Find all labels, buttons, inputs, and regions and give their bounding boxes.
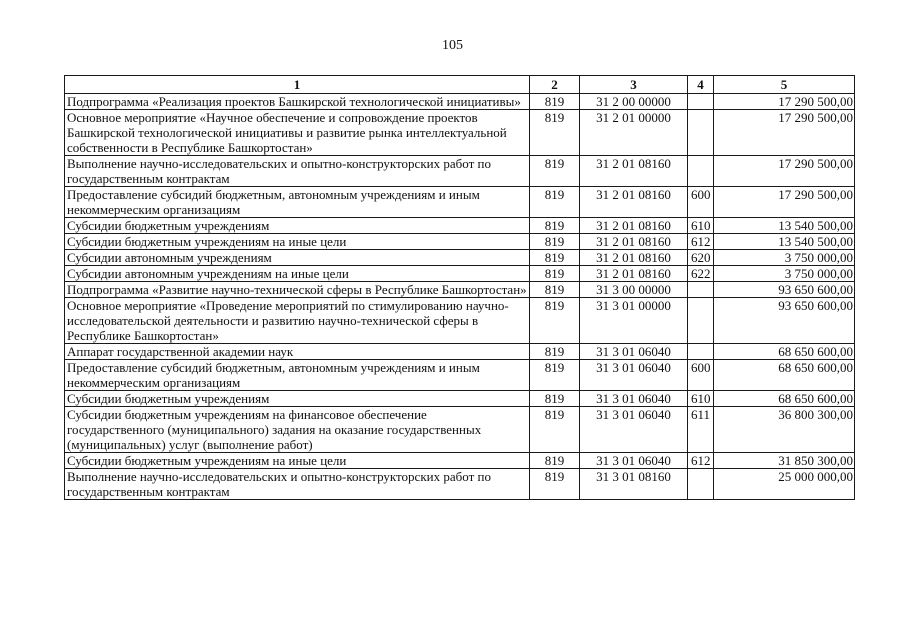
row-name: Субсидии бюджетным учреждениям на финансовое обеспечение государственного (муниципального) задания на оказание государственных (муниципальных) услуг (выполнение работ) <box>65 407 530 453</box>
row-expense-type <box>688 156 714 187</box>
row-name: Субсидии бюджетным учреждениям на иные цели <box>65 453 530 469</box>
row-name: Подпрограмма «Развитие научно-технической сферы в Республике Башкортостан» <box>65 282 530 298</box>
row-name: Субсидии бюджетным учреждениям <box>65 391 530 407</box>
row-target-code: 31 2 01 00000 <box>580 110 688 156</box>
row-target-code: 31 3 01 06040 <box>580 407 688 453</box>
row-name: Аппарат государственной академии наук <box>65 344 530 360</box>
row-name: Предоставление субсидий бюджетным, автономным учреждениям и иным некоммерческим организациям <box>65 187 530 218</box>
row-target-code: 31 2 01 08160 <box>580 156 688 187</box>
row-target-code: 31 3 01 08160 <box>580 469 688 500</box>
table-row <box>65 156 855 187</box>
table-row <box>65 266 855 282</box>
table-row <box>65 250 855 266</box>
table-header-row <box>65 76 855 94</box>
row-amount: 36 800 300,00 <box>714 407 855 453</box>
table-row <box>65 218 855 234</box>
row-target-code: 31 2 01 08160 <box>580 234 688 250</box>
row-dept-code: 819 <box>530 407 580 453</box>
row-amount: 17 290 500,00 <box>714 187 855 218</box>
row-name: Основное мероприятие «Научное обеспечение и сопровождение проектов Башкирской технологической инициативы и развитие рынка интеллектуальной собственности в Республике Башкортостан» <box>65 110 530 156</box>
row-dept-code: 819 <box>530 250 580 266</box>
row-expense-type <box>688 469 714 500</box>
row-amount: 17 290 500,00 <box>714 156 855 187</box>
row-amount: 13 540 500,00 <box>714 234 855 250</box>
row-name: Субсидии автономным учреждениям на иные цели <box>65 266 530 282</box>
row-target-code: 31 3 01 06040 <box>580 344 688 360</box>
row-amount: 25 000 000,00 <box>714 469 855 500</box>
row-target-code: 31 3 01 00000 <box>580 298 688 344</box>
row-name: Основное мероприятие «Проведение мероприятий по стимулированию научно-исследовательской деятельности и развитию научно-технической сферы в Республике Башкортостан» <box>65 298 530 344</box>
row-dept-code: 819 <box>530 187 580 218</box>
table-row <box>65 360 855 391</box>
row-expense-type <box>688 94 714 110</box>
table-row <box>65 391 855 407</box>
row-name: Предоставление субсидий бюджетным, автономным учреждениям и иным некоммерческим организациям <box>65 360 530 391</box>
page-number: 105 <box>442 38 463 53</box>
row-dept-code: 819 <box>530 94 580 110</box>
row-amount: 68 650 600,00 <box>714 360 855 391</box>
table-row <box>65 234 855 250</box>
row-target-code: 31 2 00 00000 <box>580 94 688 110</box>
row-expense-type: 611 <box>688 407 714 453</box>
header-col-5: 5 <box>714 76 855 94</box>
row-amount: 68 650 600,00 <box>714 391 855 407</box>
row-name: Подпрограмма «Реализация проектов Башкирской технологической инициативы» <box>65 94 530 110</box>
row-amount: 17 290 500,00 <box>714 110 855 156</box>
row-dept-code: 819 <box>530 391 580 407</box>
row-dept-code: 819 <box>530 344 580 360</box>
row-dept-code: 819 <box>530 360 580 391</box>
row-expense-type: 612 <box>688 453 714 469</box>
row-expense-type <box>688 344 714 360</box>
row-expense-type: 600 <box>688 360 714 391</box>
row-amount: 31 850 300,00 <box>714 453 855 469</box>
row-expense-type: 600 <box>688 187 714 218</box>
table-row <box>65 282 855 298</box>
row-target-code: 31 3 00 00000 <box>580 282 688 298</box>
row-target-code: 31 3 01 06040 <box>580 391 688 407</box>
row-amount: 93 650 600,00 <box>714 298 855 344</box>
row-target-code: 31 2 01 08160 <box>580 218 688 234</box>
row-amount: 68 650 600,00 <box>714 344 855 360</box>
row-expense-type: 612 <box>688 234 714 250</box>
header-col-3: 3 <box>580 76 688 94</box>
row-dept-code: 819 <box>530 298 580 344</box>
table-row <box>65 298 855 344</box>
row-expense-type <box>688 298 714 344</box>
row-target-code: 31 3 01 06040 <box>580 360 688 391</box>
row-amount: 13 540 500,00 <box>714 218 855 234</box>
row-dept-code: 819 <box>530 110 580 156</box>
header-col-1: 1 <box>65 76 530 94</box>
row-name: Субсидии бюджетным учреждениям <box>65 218 530 234</box>
row-dept-code: 819 <box>530 234 580 250</box>
row-dept-code: 819 <box>530 282 580 298</box>
row-expense-type: 622 <box>688 266 714 282</box>
row-name: Субсидии бюджетным учреждениям на иные цели <box>65 234 530 250</box>
row-amount: 93 650 600,00 <box>714 282 855 298</box>
row-amount: 3 750 000,00 <box>714 266 855 282</box>
row-expense-type: 610 <box>688 218 714 234</box>
row-name: Выполнение научно-исследовательских и опытно-конструкторских работ по государственным контрактам <box>65 469 530 500</box>
row-target-code: 31 2 01 08160 <box>580 250 688 266</box>
table-row <box>65 344 855 360</box>
table-row <box>65 453 855 469</box>
header-col-4: 4 <box>688 76 714 94</box>
row-target-code: 31 2 01 08160 <box>580 266 688 282</box>
row-target-code: 31 3 01 06040 <box>580 453 688 469</box>
row-dept-code: 819 <box>530 218 580 234</box>
row-name: Субсидии автономным учреждениям <box>65 250 530 266</box>
header-col-2: 2 <box>530 76 580 94</box>
table-row <box>65 407 855 453</box>
table-row <box>65 110 855 156</box>
row-name: Выполнение научно-исследовательских и опытно-конструкторских работ по государственным контрактам <box>65 156 530 187</box>
row-expense-type <box>688 110 714 156</box>
table-row <box>65 469 855 500</box>
row-dept-code: 819 <box>530 469 580 500</box>
row-expense-type: 620 <box>688 250 714 266</box>
table-row <box>65 187 855 218</box>
row-dept-code: 819 <box>530 453 580 469</box>
row-dept-code: 819 <box>530 156 580 187</box>
row-expense-type <box>688 282 714 298</box>
table-body <box>65 94 855 500</box>
table-row <box>65 94 855 110</box>
row-amount: 17 290 500,00 <box>714 94 855 110</box>
row-dept-code: 819 <box>530 266 580 282</box>
row-target-code: 31 2 01 08160 <box>580 187 688 218</box>
budget-table <box>64 75 855 500</box>
row-amount: 3 750 000,00 <box>714 250 855 266</box>
row-expense-type: 610 <box>688 391 714 407</box>
